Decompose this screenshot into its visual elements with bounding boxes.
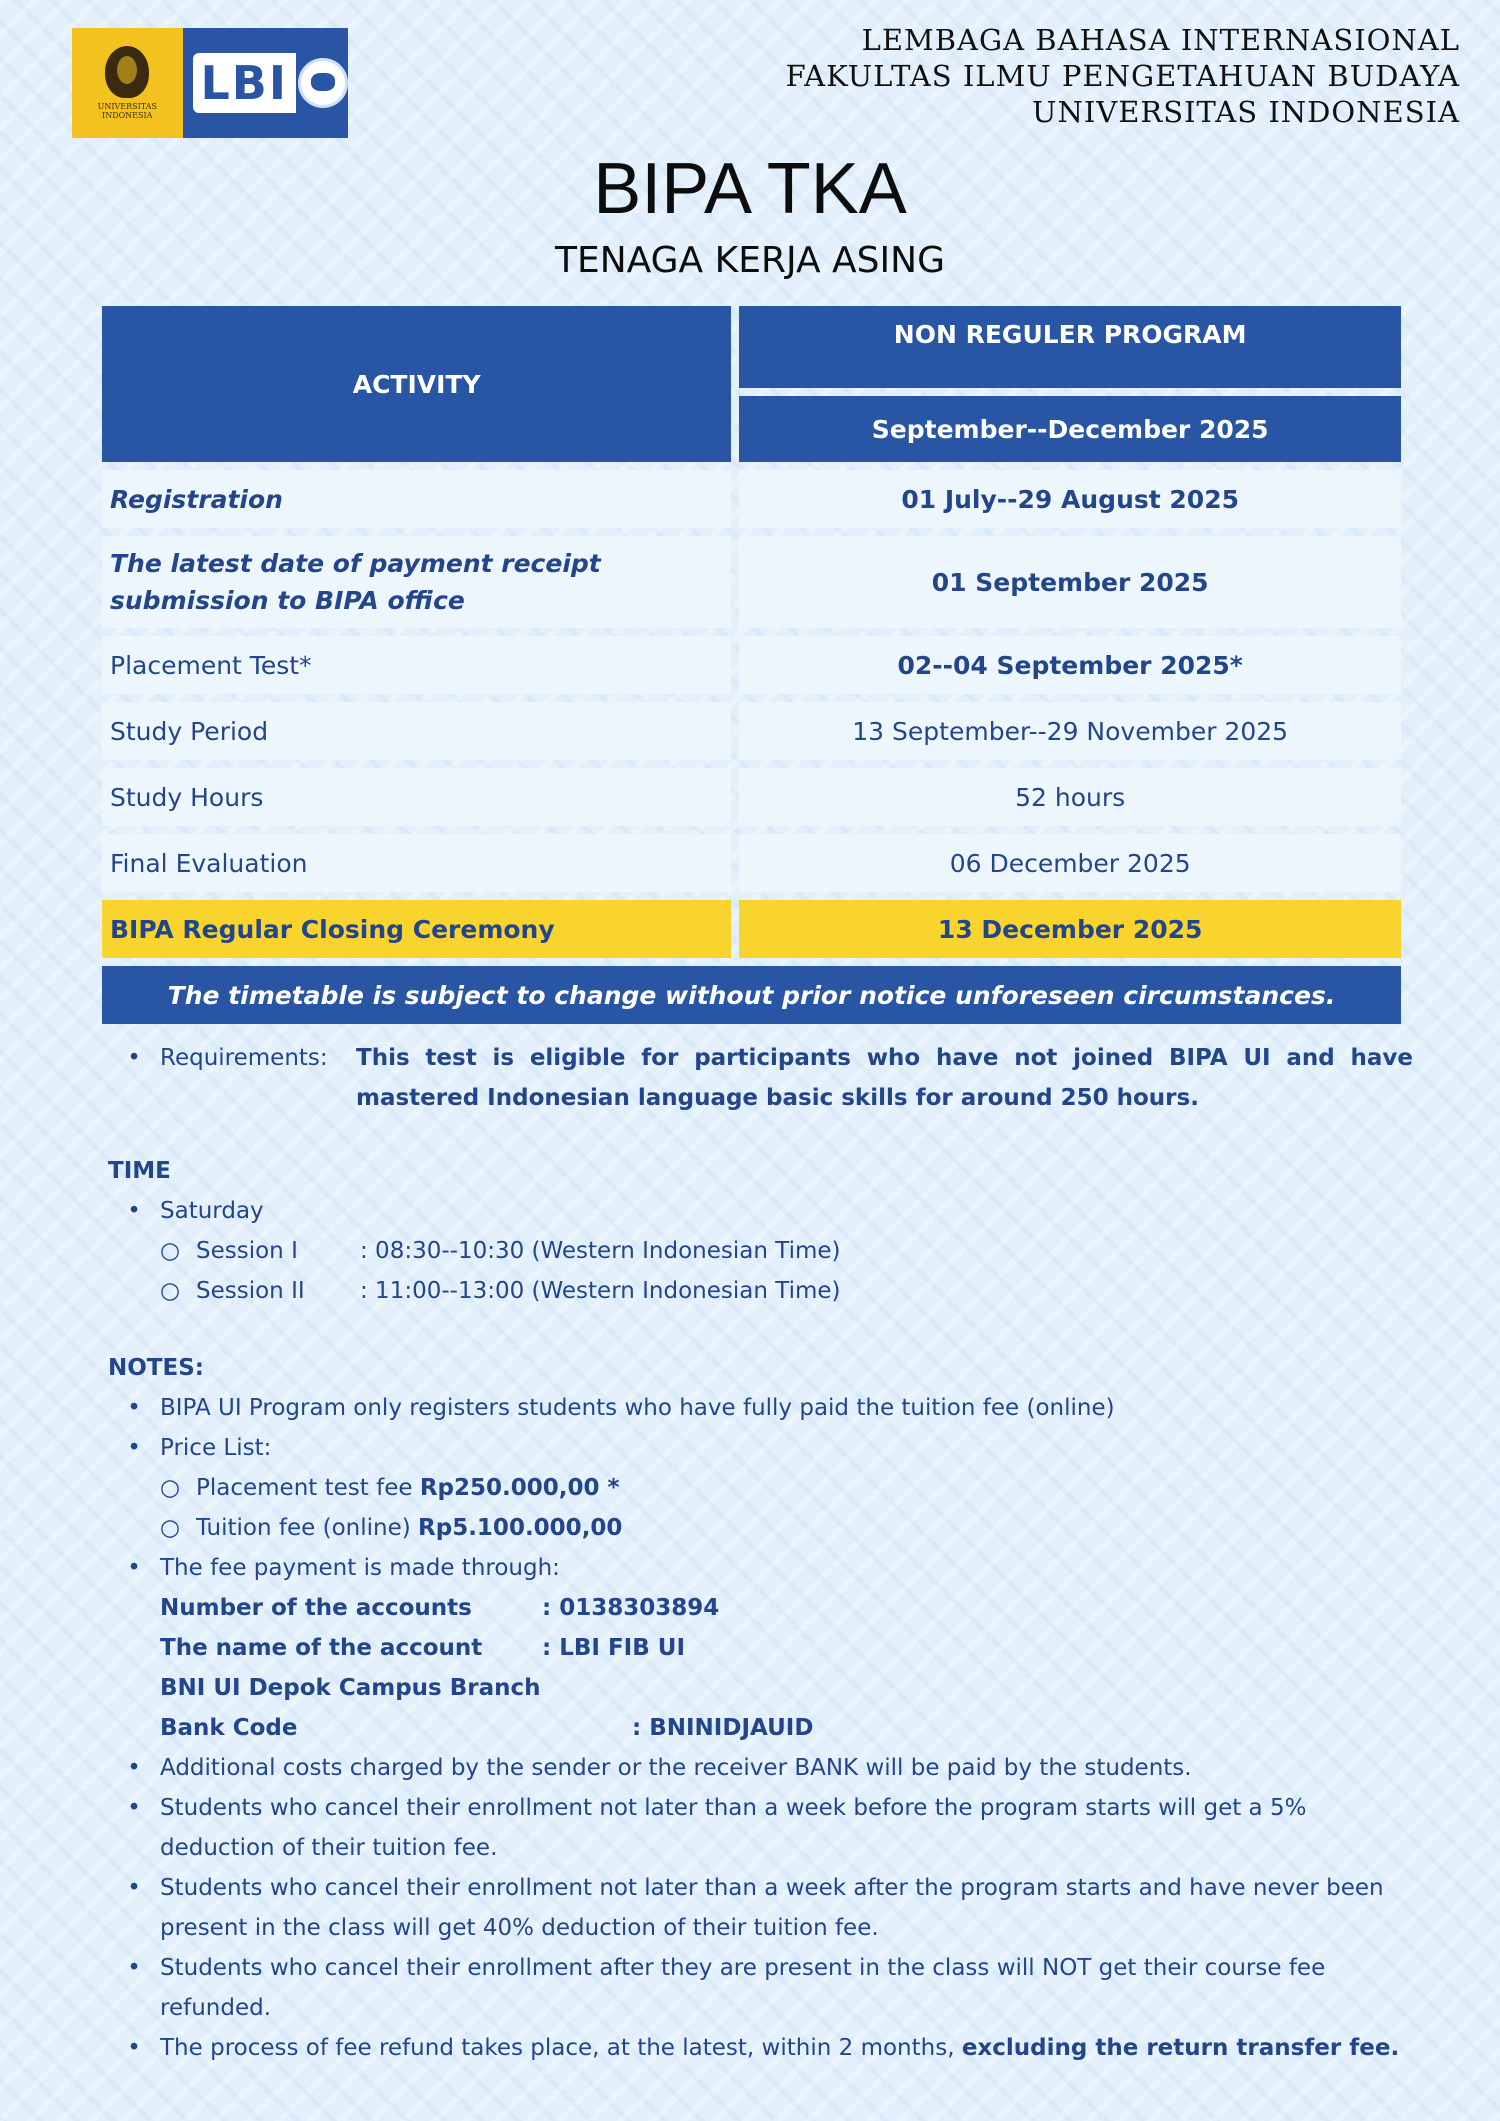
ui-crest-icon [105, 46, 149, 98]
bullet-icon: • [127, 1395, 141, 1421]
value-registration: 01 July--29 August 2025 [739, 470, 1401, 528]
list-item [108, 1788, 1413, 1868]
notes-heading: NOTES: [108, 1355, 204, 1381]
institution-line-3: UNIVERSITAS INDONESIA [1032, 95, 1460, 129]
account-number-row [108, 1588, 1413, 1628]
note-refund-emphasis: excluding the return transfer fee. [961, 2035, 1400, 2061]
circle-bullet-icon: ○ [160, 1278, 181, 1304]
lbi-logo [183, 28, 349, 138]
note-refund-text: The process of fee refund takes place, at the latest, within 2 months, [160, 2035, 962, 2061]
list-item [108, 1468, 1413, 1508]
time-heading: TIME [108, 1158, 171, 1184]
requirements-text: This test is eligible for participants who have not joined BIPA UI and have mastered Indonesian language basic skills for around 250 hours. [356, 1045, 1413, 1111]
bullet-icon: • [127, 1955, 141, 1981]
table-row [102, 536, 1401, 628]
list-item [108, 1748, 1413, 1788]
globe-icon [298, 58, 348, 108]
list-item [108, 2028, 1413, 2068]
session-time: : 11:00--13:00 (Western Indonesian Time) [360, 1278, 841, 1304]
requirements-section [108, 1038, 1413, 1118]
activity-study-hours: Study Hours [102, 768, 731, 826]
circle-bullet-icon: ○ [160, 1515, 181, 1541]
logo-ui-text: UNIVERSITAS INDONESIA [97, 102, 157, 120]
note-cancel-present: Students who cancel their enrollment after they are present in the class will NOT get their course fee refunded. [160, 1955, 1326, 2021]
account-name-row [108, 1628, 1413, 1668]
note-additional-costs: Additional costs charged by the sender or the receiver BANK will be paid by the students. [160, 1755, 1192, 1781]
table-row-highlight [102, 900, 1401, 958]
bullet-icon: • [127, 1198, 141, 1224]
bullet-icon: • [127, 1795, 141, 1821]
activity-closing-ceremony: BIPA Regular Closing Ceremony [102, 900, 731, 958]
note-cancel-after: Students who cancel their enrollment not later than a week after the program starts and have never been present in the class will get 40% deduction of their tuition fee. [160, 1875, 1384, 1941]
value-closing-ceremony: 13 December 2025 [739, 900, 1401, 958]
time-section [108, 1151, 1413, 1311]
activity-payment-receipt: The latest date of payment receipt submission to BIPA office [102, 536, 731, 628]
list-item [108, 1548, 1413, 1588]
institution-line-1: LEMBAGA BAHASA INTERNASIONAL [861, 23, 1460, 57]
activity-study-period: Study Period [102, 702, 731, 760]
timetable-notice-banner: The timetable is subject to change without prior notice unforeseen circumstances. [102, 966, 1401, 1024]
price-list-label: Price List: [160, 1435, 272, 1461]
activity-final-evaluation: Final Evaluation [102, 834, 731, 892]
payment-label: The fee payment is made through: [160, 1555, 560, 1581]
table-row [102, 636, 1401, 694]
list-item [108, 1508, 1413, 1548]
table-row [102, 834, 1401, 892]
bullet-icon: • [127, 1555, 141, 1581]
list-item [108, 1388, 1413, 1428]
branch-row [108, 1668, 1413, 1708]
price-placement-value: Rp250.000,00 * [419, 1475, 620, 1501]
bank-branch: BNI UI Depok Campus Branch [160, 1675, 541, 1701]
list-item [108, 1271, 1413, 1311]
bank-code-label: Bank Code [160, 1715, 298, 1741]
price-placement-label: Placement test fee [196, 1475, 420, 1501]
institution-name [786, 22, 1460, 130]
activity-registration: Registration [102, 470, 731, 528]
value-payment-receipt: 01 September 2025 [739, 536, 1401, 628]
value-study-period: 13 September--29 November 2025 [739, 702, 1401, 760]
activity-header: ACTIVITY [102, 306, 731, 462]
list-item [108, 1868, 1413, 1948]
lbi-ui-logo [72, 28, 348, 138]
session-name: Session I [196, 1238, 298, 1264]
bank-code-row [108, 1708, 1413, 1748]
value-placement-test: 02--04 September 2025* [739, 636, 1401, 694]
list-item [108, 1948, 1413, 2028]
account-number-value: : 0138303894 [542, 1595, 720, 1621]
note-registration: BIPA UI Program only registers students who have fully paid the tuition fee (online) [160, 1395, 1115, 1421]
page-subtitle: TENAGA KERJA ASING [555, 240, 945, 281]
list-item [108, 1428, 1413, 1468]
bullet-icon: • [127, 1875, 141, 1901]
bank-code-value: : BNINIDJAUID [632, 1715, 814, 1741]
universitas-indonesia-logo [72, 28, 183, 138]
bullet-icon: • [127, 2035, 141, 2061]
bullet-icon: • [127, 1755, 141, 1781]
list-item [108, 1231, 1413, 1271]
account-name-label: The name of the account [160, 1635, 483, 1661]
account-name-value: : LBI FIB UI [542, 1635, 685, 1661]
period-header: September--December 2025 [739, 396, 1401, 462]
table-row [102, 470, 1401, 528]
institution-line-2: FAKULTAS ILMU PENGETAHUAN BUDAYA [785, 59, 1460, 93]
table-row [102, 768, 1401, 826]
lbi-logo-text: LBI [193, 53, 297, 113]
value-study-hours: 52 hours [739, 768, 1401, 826]
bullet-icon: • [127, 1045, 141, 1071]
note-cancel-before: Students who cancel their enrollment not later than a week before the program starts will get a 5% deduction of their tuition fee. [160, 1795, 1307, 1861]
value-final-evaluation: 06 December 2025 [739, 834, 1401, 892]
list-item [108, 1191, 1413, 1231]
program-header: NON REGULER PROGRAM [739, 306, 1401, 388]
circle-bullet-icon: ○ [160, 1238, 181, 1264]
page-title: BIPA TKA [593, 149, 907, 229]
list-item [108, 1038, 1413, 1118]
table-row [102, 702, 1401, 760]
notes-section [108, 1348, 1413, 2068]
session-time: : 08:30--10:30 (Western Indonesian Time) [360, 1238, 841, 1264]
circle-bullet-icon: ○ [160, 1475, 181, 1501]
session-name: Session II [196, 1278, 305, 1304]
time-day: Saturday [160, 1198, 264, 1224]
requirements-label: Requirements: [160, 1045, 328, 1071]
schedule-table [94, 298, 1409, 1032]
bullet-icon: • [127, 1435, 141, 1461]
price-tuition-value: Rp5.100.000,00 [418, 1515, 623, 1541]
activity-placement-test: Placement Test* [102, 636, 731, 694]
price-tuition-label: Tuition fee (online) [196, 1515, 419, 1541]
account-number-label: Number of the accounts [160, 1595, 472, 1621]
